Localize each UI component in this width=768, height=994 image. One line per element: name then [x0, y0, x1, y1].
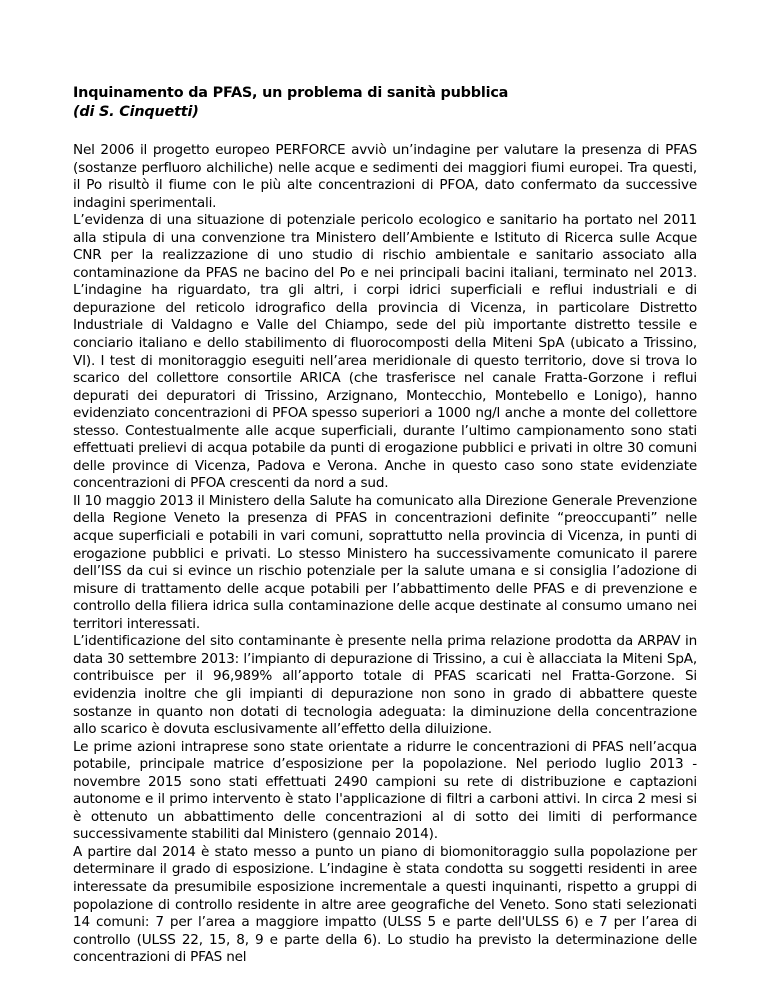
paragraph: Nel 2006 il progetto europeo PERFORCE avviò un’indagine per valutare la presenza di PFAS (sostanze perfluoro alchiliche) nelle acque e sedimenti dei maggiori fiumi europei. Tra questi, il Po risultò il fiume con le più alte concentrazioni di PFOA, dato confermato da successive indagini sperimentali. — [73, 142, 697, 211]
document-title: Inquinamento da PFAS, un problema di sanità pubblica — [73, 85, 509, 101]
paragraph: Il 10 maggio 2013 il Ministero della Salute ha comunicato alla Direzione Generale Prevenzione della Regione Veneto la presenza di PFAS in concentrazioni definite “preoccupanti” nelle acque superficiali e potabili in vari comuni, soprattutto nella provincia di Vicenza, in punti di erogazione pubblici e privati. Lo stesso Ministero ha successivamente comunicato il parere dell’ISS da cui si evince un rischio potenziale per la salute umana e si consiglia l’adozione di misure di trattamento delle acque potabili per l’abbattimento delle PFAS e di prevenzione e controllo della filiera idrica sulla contaminazione delle acque destinate al consumo umano nei territori interessati. — [73, 492, 697, 632]
paragraph: L’identificazione del sito contaminante è presente nella prima relazione prodotta da ARPAV in data 30 settembre 2013: l’impianto di depurazione di Trissino, a cui è allacciata la Miteni SpA, contribuisce per il 96,989% all’apporto totale di PFAS scaricati nel Fratta-Gorzone. Si evidenzia inoltre che gli impianti di depurazione non sono in grado di abbattere queste sostanze in quanto non dotati di tecnologia adeguata: la diminuzione della concentrazione allo scarico è dovuta esclusivamente all’effetto della diluizione. — [73, 633, 697, 738]
document-author: (di S. Cinquetti) — [73, 104, 199, 120]
paragraph: L’evidenza di una situazione di potenziale pericolo ecologico e sanitario ha portato nel 2011 alla stipula di una convenzione tra Ministero dell’Ambiente e Istituto di Ricerca sulle Acque CNR per la realizzazione di uno studio di rischio ambientale e sanitario associato alla contaminazione da PFAS ne bacino del Po e nei principali bacini italiani, terminato nel 2013. L’indagine ha riguardato, tra gli altri, i corpi idrici superficiali e reflui industriali e di depurazione del reticolo idrografico della provincia di Vicenza, in particolare Distretto Industriale di Valdagno e Valle del Chiampo, sede del più importante distretto tessile e conciario italiano e dello stabilimento di fluorocomposti della Miteni SpA (ubicato a Trissino, VI). I test di monitoraggio eseguiti nell’area meridionale di questo territorio, dove si trova lo scarico del collettore consortile ARICA (che trasferisce nel canale Fratta-Gorzone i reflui depurati dei depuratori di Trissino, Arzignano, Montecchio, Montebello e Lonigo), hanno evidenziato concentrazioni di PFOA spesso superiori a 1000 ng/l anche a monte del collettore stesso. Contestualmente alle acque superficiali, durante l’ultimo campionamento sono stati effettuati prelievi di acqua potabile da punti di erogazione pubblici e privati in oltre 30 comuni delle province di Vicenza, Padova e Verona. Anche in questo caso sono state evidenziate concentrazioni di PFOA crescenti da nord a sud. — [73, 212, 697, 492]
paragraph: Le prime azioni intraprese sono state orientate a ridurre le concentrazioni di PFAS nell’acqua potabile, principale matrice d’esposizione per la popolazione. Nel periodo luglio 2013 - novembre 2015 sono stati effettuati 2490 campioni su rete di distribuzione e captazioni autonome e il primo intervento è stato l'applicazione di filtri a carboni attivi. In circa 2 mesi si è ottenuto un abbattimento delle concentrazioni al di sotto dei limiti di performance successivamente stabiliti dal Ministero (gennaio 2014). — [73, 738, 697, 843]
paragraph: A partire dal 2014 è stato messo a punto un piano di biomonitoraggio sulla popolazione per determinare il grado di esposizione. L’indagine è stata condotta su soggetti residenti in aree interessate da presumibile esposizione incrementale a questi inquinanti, rispetto a gruppi di popolazione di controllo residente in altre aree geografiche del Veneto. Sono stati selezionati 14 comuni: 7 per l’area a maggiore impatto (ULSS 5 e parte dell'ULSS 6) e 7 per l’area di controllo (ULSS 22, 15, 8, 9 e parte della 6). Lo studio ha previsto la determinazione delle concentrazioni di PFAS nel — [73, 843, 697, 966]
document-page — [73, 84, 697, 967]
